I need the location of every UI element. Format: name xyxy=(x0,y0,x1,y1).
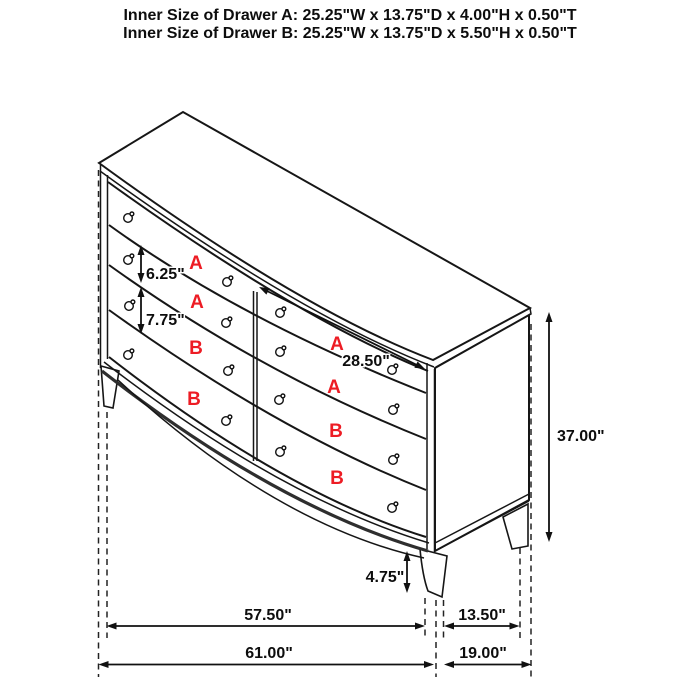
overall-width-value: 61.00" xyxy=(245,645,293,662)
drawer-knob xyxy=(388,502,398,512)
dim-overall-width xyxy=(99,645,435,668)
leg-to-leg-depth-value: 13.50" xyxy=(458,607,506,624)
left-drawer-2-label: A xyxy=(190,292,204,313)
drawer-knob xyxy=(276,346,286,356)
arrowhead xyxy=(546,532,553,542)
right-drawer-4-label: B xyxy=(330,468,344,489)
dim-overall-depth xyxy=(444,645,532,668)
drawer-knob xyxy=(223,276,233,286)
drawer-knob xyxy=(389,404,399,414)
drawer-a-height-value: 6.25" xyxy=(146,266,185,283)
left-drawer-1-label: A xyxy=(189,253,203,274)
dim-overall-height xyxy=(546,312,605,542)
drawer-a-inner-size-text: Inner Size of Drawer A: 25.25"W x 13.75"D x 4.00"H x 0.50"T xyxy=(123,7,577,24)
drawer-knob xyxy=(124,212,134,222)
arrowhead xyxy=(259,287,270,295)
dim-leg-to-leg-depth xyxy=(444,607,520,630)
arrowhead xyxy=(546,312,553,322)
leg-height-value: 4.75" xyxy=(365,569,405,586)
arrowhead xyxy=(415,623,425,630)
overall-depth-value: 19.00" xyxy=(459,645,507,662)
overall-height-value: 37.00" xyxy=(557,428,605,445)
front-right-leg xyxy=(420,549,447,597)
drawer-knob xyxy=(124,349,134,359)
drawer-knob xyxy=(222,415,232,425)
drawer-b-height-value: 7.75" xyxy=(146,312,185,329)
right-drawer-3-label: B xyxy=(329,421,343,442)
arrowhead xyxy=(424,661,434,668)
drawer-knob xyxy=(275,394,285,404)
drawer-knob xyxy=(125,300,135,310)
left-drawer-4-label: B xyxy=(187,389,201,410)
right-drawer-2-label: A xyxy=(327,377,341,398)
drawer-b-inner-size-text: Inner Size of Drawer B: 25.25"W x 13.75"D x 5.50"H x 0.50"T xyxy=(123,25,577,42)
dim-leg-height xyxy=(366,551,411,593)
drawer-knob xyxy=(389,454,399,464)
left-drawer-3-label: B xyxy=(189,338,203,359)
bottom-rail xyxy=(109,357,426,537)
drawer-section-width-value: 28.50" xyxy=(342,353,390,370)
arrowhead xyxy=(138,324,145,334)
arrowhead xyxy=(404,583,411,593)
drawer-knob xyxy=(124,254,134,264)
arrowhead xyxy=(107,623,117,630)
leg-to-leg-width-value: 57.50" xyxy=(244,607,292,624)
drawer-knob xyxy=(224,365,234,375)
right-drawer-1-label: A xyxy=(330,334,344,355)
skirt-molding xyxy=(102,371,428,551)
drawer-knob xyxy=(276,446,286,456)
arrowhead xyxy=(444,661,454,668)
arrowhead xyxy=(510,623,520,630)
drawer-knob xyxy=(276,307,286,317)
arrowhead xyxy=(444,623,454,630)
dim-leg-to-leg-width xyxy=(107,607,426,630)
arrowhead xyxy=(138,273,145,283)
arrowhead xyxy=(99,661,109,668)
arrowhead xyxy=(522,661,532,668)
drawer-knob xyxy=(222,317,232,327)
